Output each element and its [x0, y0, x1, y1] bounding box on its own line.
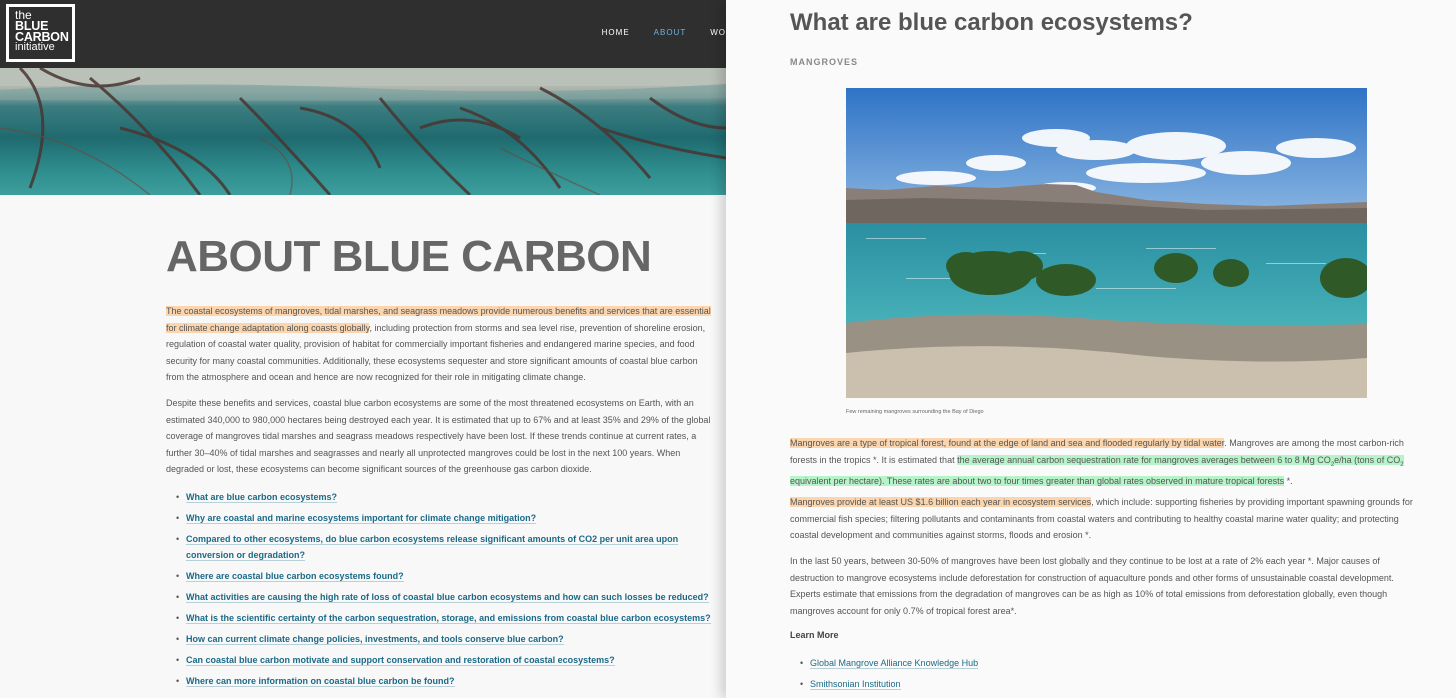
faq-link-list — [176, 489, 716, 694]
threats-paragraph: Despite these benefits and services, coastal blue carbon ecosystems are some of the most threatened ecosystems on Earth, with an estimated 340,000 to 980,000 hectares being destroyed each year. It is estimated that up to 67% and at least 35% and 29% of the global coverage of mangroves tidal marshes and seagrass meadows respectively have been lost. If these trends continue at current rates, a further 30–40% of tidal marshes and seagrasses and nearly all unprotected mangroves could be lost in the next 100 years. When degraded or lost, these ecosystems can become significant sources of the greenhouse gas carbon dioxide. — [166, 398, 711, 475]
services-text: , which include: supporting fisheries by providing important spawning grounds for commercial fish species; filtering pollutants and contaminants from coastal waters and contributing to healthy coastal marine water quality; and protecting coastal development and communities against storms, floods and erosion *. — [790, 497, 1413, 541]
faq-link[interactable]: • What are blue carbon ecosystems? — [176, 489, 716, 505]
services-paragraph — [790, 494, 1422, 544]
faq-link[interactable]: • Where are coastal blue carbon ecosystems found? — [176, 568, 716, 584]
intro-rest: , including protection from storms and sea level rise, prevention of shoreline erosion, regulation of coastal water quality, provision of habitat for commercially important fisheries and endangered marine species, and food security for many coastal communities. Additionally, these ecosystems sequester and store significant amounts of coastal blue carbon from the atmosphere and ocean and hence are now recognized for their role in mitigating climate change. — [166, 322, 706, 383]
faq-link[interactable]: • Compared to other ecosystems, do blue carbon ecosystems release significant amounts of CO2 per unit area upon conversion or degradation? — [176, 531, 716, 563]
nav-about[interactable]: ABOUT — [653, 28, 687, 37]
learn-more-link[interactable]: • Smithsonian Institution — [800, 676, 978, 692]
logo-line-1: the — [15, 8, 32, 22]
nav-home[interactable]: HOME — [601, 28, 630, 37]
faq-link[interactable]: • Can coastal blue carbon motivate and support conservation and restoration of coastal ecosystems? — [176, 652, 716, 668]
hero-mangrove-image — [0, 68, 726, 195]
faq-link[interactable]: • How can current climate change policies, investments, and tools conserve blue carbon? — [176, 631, 716, 647]
right-page — [726, 0, 1456, 698]
faq-link[interactable]: • What is the scientific certainty of the carbon sequestration, storage, and emissions from coastal blue carbon ecosystems? — [176, 610, 716, 626]
photo-caption: Few remaining mangroves surrounding the Bay of Diego — [846, 409, 984, 415]
intro-highlight: The coastal ecosystems of mangroves, tidal marshes, and seagrass meadows provide numerous benefits and services that are essential for climate change adaptation along coasts globally — [166, 306, 711, 333]
mangroves-highlight-1: Mangroves are a type of tropical forest, found at the edge of land and sea and flooded regularly by tidal water — [790, 438, 1225, 448]
services-highlight: Mangroves provide at least US $1.6 billion each year in ecosystem services — [790, 497, 1092, 507]
mangrove-photo — [846, 88, 1367, 398]
blue-carbon-logo[interactable] — [6, 4, 75, 62]
intro-paragraph — [166, 303, 716, 386]
logo-line-4: initiative — [15, 41, 55, 54]
mangroves-text-end: *. — [1284, 475, 1293, 486]
mangroves-paragraph — [790, 435, 1422, 490]
faq-link[interactable]: • Where can more information on coastal blue carbon be found? — [176, 673, 716, 689]
learn-more-heading: Learn More — [790, 630, 839, 640]
logo-line-2: BLUE — [15, 18, 49, 33]
section-title: What are blue carbon ecosystems? — [790, 9, 1193, 36]
mangroves-text: . Mangroves are among the most carbon-rich forests in the tropics *. It is estimated that — [790, 438, 1404, 465]
mangroves-highlight-2: the average annual carbon sequestration rate for mangroves averages between 6 to 8 Mg $CO_2e/ha$ (tons of $CO_2$ equivalent per hectare). These rates are about two to four times greater than global rates observed in mature tropical forests — [790, 454, 1404, 486]
loss-paragraph: In the last 50 years, between 30-50% of mangroves have been lost globally and they continue to be lost at a rate of 2% each year *. Major causes of destruction to mangrove ecosystems include deforestation for construction of aquaculture ponds and other forms of unsustainable coastal development. Experts estimate that emissions from the degradation of mangroves can be as high as 10% of total emissions from deforestation globally, even though mangroves account for only 0.7% of tropical forest area*. — [790, 556, 1394, 616]
page-title: ABOUT BLUE CARBON — [166, 232, 652, 281]
learn-more-list — [800, 655, 978, 697]
logo-line-3: CARBON — [15, 30, 69, 45]
faq-link[interactable]: • Why are coastal and marine ecosystems important for climate change mitigation? — [176, 510, 716, 526]
faq-link[interactable]: • What activities are causing the high rate of loss of coastal blue carbon ecosystems and how can such losses be reduced? — [176, 589, 716, 605]
section-subtitle: MANGROVES — [790, 57, 859, 67]
main-nav — [578, 28, 726, 37]
left-page — [0, 0, 726, 698]
top-nav-bar — [0, 0, 726, 68]
learn-more-link[interactable]: • Global Mangrove Alliance Knowledge Hub — [800, 655, 978, 671]
nav-work[interactable]: WO — [710, 28, 726, 37]
